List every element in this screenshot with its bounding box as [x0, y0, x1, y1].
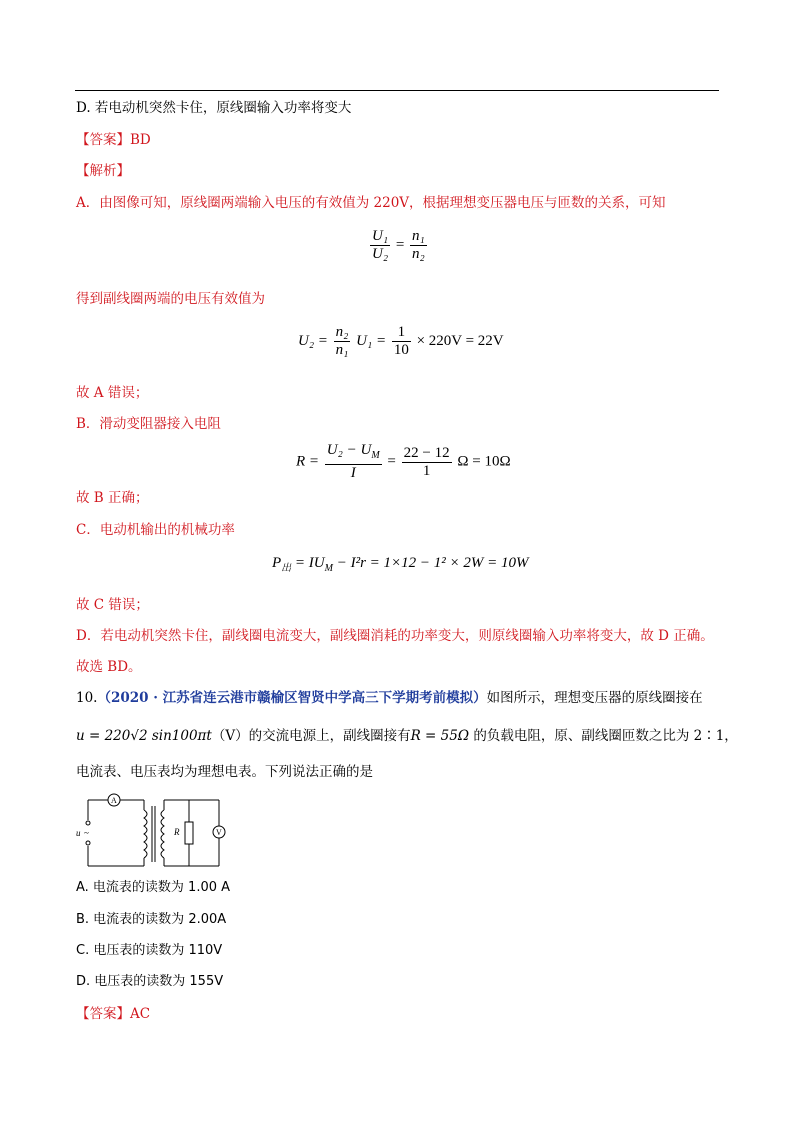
eq3-num-sub: M	[371, 450, 380, 461]
eq4-tail: − I²r = 1×12 − 1² × 2W = 10W	[336, 555, 529, 571]
eq1-den-right: n₂	[412, 246, 425, 262]
equation-mechanical-power	[272, 555, 529, 574]
option-a: A. 电流表的读数为 1.00 A	[76, 880, 231, 895]
analysis-c-conclusion: 故 C 错误；	[76, 597, 149, 613]
resistor-value: R = 55Ω	[410, 728, 470, 744]
question-10-header	[76, 689, 703, 707]
analysis-a-intro: A．由图像可知，原线圈两端输入电压的有效值为 220V，根据理想变压器电压与匝数的关系，可知	[76, 195, 666, 211]
eq2-rhs: × 220V = 22V	[416, 332, 504, 349]
eq3-num2: 22 − 12	[403, 444, 450, 461]
equation-secondary-voltage	[298, 324, 504, 359]
option-d: D. 电压表的读数为 155V	[76, 974, 224, 989]
equation-resistance	[296, 442, 511, 482]
source-formula: u = 220√2 sin100πt	[76, 728, 212, 744]
question-number: 10.	[76, 690, 98, 706]
previous-answer: 【答案】BD	[76, 132, 151, 148]
ammeter-label: A	[111, 796, 117, 805]
source-label: u	[76, 828, 81, 838]
analysis-b-intro: B．滑动变阻器接入电阻	[76, 416, 221, 432]
eq1-num-right: n₁	[412, 228, 425, 244]
option-c: C. 电压表的读数为 110V	[76, 943, 223, 958]
analysis-b-conclusion: 故 B 正确；	[76, 490, 149, 506]
eq2-mid: U₁ =	[356, 332, 387, 349]
analysis-a-conclusion: 故 A 错误；	[76, 385, 149, 401]
question-10-line-3: 电流表、电压表均为理想电表。下列说法正确的是	[76, 764, 373, 780]
eq4-rest-sub: M	[324, 563, 333, 574]
option-b: B. 电流表的读数为 2.00A	[76, 912, 227, 927]
eq4-rest: = IU	[294, 555, 325, 571]
previous-option-d: D. 若电动机突然卡住，原线圈输入功率将变大	[76, 100, 352, 116]
eq3-eq: =	[387, 453, 396, 470]
analysis-c-intro: C．电动机输出的机械功率	[76, 522, 235, 538]
eq2-num: n₂	[335, 324, 349, 340]
analysis-a-mid: 得到副线圈两端的电压有效值为	[76, 291, 265, 307]
eq2-den2: 10	[393, 342, 409, 358]
eq3-den: I	[350, 465, 356, 481]
analysis-label: 【解析】	[76, 163, 130, 179]
eq3-den2: 1	[422, 462, 431, 479]
voltmeter-label: V	[216, 828, 222, 837]
eq1-num-left: U₁	[372, 228, 389, 244]
analysis-final: 故选 BD。	[76, 659, 142, 675]
eq3-rhs: Ω = 10Ω	[457, 453, 511, 470]
eq3-lhs: R =	[296, 453, 320, 470]
question-text-1: 如图所示，理想变压器的原线圈接在	[486, 690, 703, 706]
question-10-answer: 【答案】AC	[76, 1006, 151, 1022]
transformer-circuit-diagram	[74, 790, 234, 870]
resistor	[185, 822, 193, 844]
eq2-lhs: U₂ =	[298, 332, 328, 349]
eq4-p-sub: 出	[281, 563, 292, 574]
eq2-num2: 1	[392, 324, 411, 342]
question-text-2: （V）的交流电源上，副线圈接有	[211, 728, 411, 744]
eq1-den-left: U₂	[372, 246, 389, 262]
header-rule	[75, 90, 719, 91]
ac-symbol-icon: ~	[84, 828, 89, 838]
question-10-line-2	[76, 727, 738, 745]
analysis-d-text: D．若电动机突然卡住，副线圈电流变大，副线圈消耗的功率变大，则原线圈输入功率将变大，故 D 正确。	[76, 628, 714, 644]
question-source: （2020 · 江苏省连云港市赣榆区智贤中学高三下学期考前模拟）	[97, 690, 487, 706]
eq4-p: P	[272, 555, 282, 571]
eq3-num: U₂ − U	[326, 442, 372, 458]
equation-voltage-ratio: $\frac{\text{U₁}}{\text{U₂}}$ = $\frac{\text{n₁}}{\text{n₂}}$	[372, 228, 425, 262]
eq2-den: n₁	[335, 342, 349, 358]
question-text-3: 的负载电阻，原、副线圈匝数之比为 2∶1，	[469, 728, 738, 744]
resistor-label: R	[174, 827, 180, 837]
